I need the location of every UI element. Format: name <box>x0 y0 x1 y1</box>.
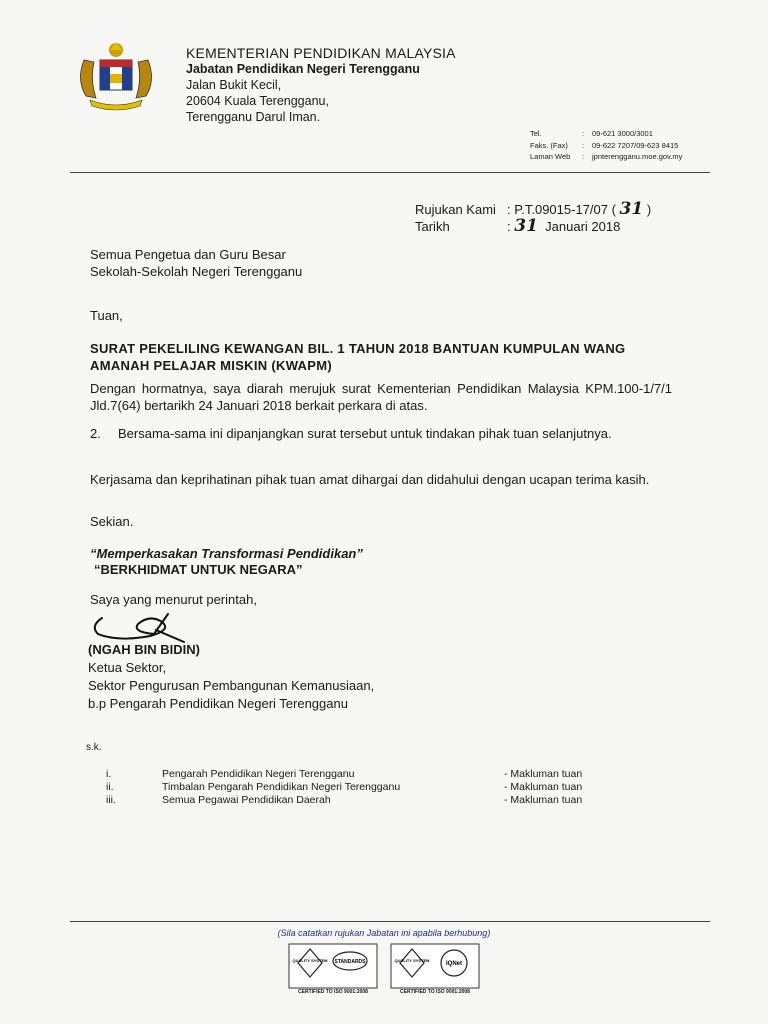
motto-line-1: “Memperkasakan Transformasi Pendidikan” <box>90 546 363 561</box>
cc-item <box>100 794 614 807</box>
reference-sep: : <box>507 202 511 217</box>
contact-value: 09-622 7207/09-623 8415 <box>592 140 679 150</box>
org-name: KEMENTERIAN PENDIDIKAN MALAYSIA <box>186 45 456 61</box>
iso-certification-logo <box>288 943 378 995</box>
contact-row-tel <box>530 128 682 140</box>
closing-saya: Saya yang menurut perintah, <box>90 592 257 607</box>
footer-divider <box>70 921 710 922</box>
cc-name: Semua Pegawai Pendidikan Daerah <box>162 794 331 806</box>
paragraph-number: 2. <box>90 426 101 441</box>
contact-block <box>530 128 682 163</box>
signatory-name: (NGAH BIN BIDIN) <box>88 642 200 657</box>
cc-item <box>100 768 614 781</box>
signatory-title-block <box>88 659 374 713</box>
cc-num: iii. <box>106 794 116 806</box>
contact-label: Laman Web <box>530 152 571 161</box>
contact-sep: : <box>582 152 585 161</box>
recipient-line: Sekolah-Sekolah Negeri Terengganu <box>90 264 303 279</box>
paragraph-2 <box>90 425 672 442</box>
contact-value: jpnterengganu.moe.gov.my <box>592 152 683 161</box>
cc-item <box>100 781 614 794</box>
header-divider <box>70 172 710 173</box>
cc-note: - Makluman tuan <box>504 794 583 806</box>
cert-label: CERTIFIED TO ISO 9001:2008 <box>400 989 470 995</box>
contact-label: Faks. (Fax) <box>530 140 568 150</box>
contact-label: Tel. <box>530 129 542 138</box>
cc-name: Pengarah Pendidikan Negeri Terengganu <box>162 768 355 780</box>
date-value: Januari 2018 <box>545 219 621 234</box>
address-line: Jalan Bukit Kecil, <box>186 78 282 92</box>
iqnet-certification-logo <box>390 943 480 995</box>
closing-sekian: Sekian. <box>90 514 134 529</box>
cc-label: s.k. <box>86 742 102 753</box>
dept-name: Jabatan Pendidikan Negeri Terengganu <box>186 62 420 76</box>
cc-note: - Makluman tuan <box>504 768 583 780</box>
recipient-block <box>90 246 302 280</box>
date-row <box>415 218 651 235</box>
address-line: 20604 Kuala Terengganu, <box>186 94 329 108</box>
contact-sep: : <box>582 140 585 150</box>
date-handwritten: 31 <box>514 216 538 236</box>
address-line: Terengganu Darul Iman. <box>186 110 321 124</box>
cert-logo-text: QUALITY SYSTEM <box>394 958 430 963</box>
cert-badge-text: STANDARDS <box>334 959 366 965</box>
cert-badge-text: IQNet <box>445 961 463 967</box>
contact-sep: : <box>582 129 585 138</box>
subject-heading: SURAT PEKELILING KEWANGAN BIL. 1 TAHUN 2018 BANTUAN KUMPULAN WANG AMANAH PELAJAR MISKIN (KWAPM) <box>90 341 626 373</box>
cert-logo-text: QUALITY SYSTEM <box>292 958 328 963</box>
reference-block <box>415 201 651 235</box>
reference-close: ) <box>646 202 652 217</box>
paragraph-1: Dengan hormatnya, saya diarah merujuk surat Kementerian Pendidikan Malaysia KPM.100-1/7/1 Jld.7(64) bertarikh 24 Januari 2018 berkait perkara di atas. <box>90 381 672 413</box>
contact-value: 09-621 3000/3001 <box>592 129 653 138</box>
contact-row-fax <box>530 140 682 152</box>
cc-num: i. <box>106 768 112 780</box>
cc-num: ii. <box>106 781 114 793</box>
reference-value: P.T.09015-17/07 ( <box>514 202 616 217</box>
cc-name: Timbalan Pengarah Pendidikan Negeri Terengganu <box>162 781 401 793</box>
coat-of-arms-icon <box>70 40 162 112</box>
signatory-title-line: Sektor Pengurusan Pembangunan Kemanusiaan, <box>88 678 375 693</box>
footer-note: (Sila catatkan rujukan Jabatan ini apabila berhubung) <box>277 928 491 938</box>
salutation: Tuan, <box>90 308 123 323</box>
cert-label: CERTIFIED TO ISO 9001:2008 <box>298 989 368 995</box>
signatory-title-line: b.p Pengarah Pendidikan Negeri Terengganu <box>88 696 348 711</box>
paragraph-3: Kerjasama dan keprihatinan pihak tuan amat dihargai dan didahului dengan ucapan terima kasih. <box>90 472 650 487</box>
recipient-line: Semua Pengetua dan Guru Besar <box>90 247 286 262</box>
paragraph-2-text: Bersama-sama ini dipanjangkan surat tersebut untuk tindakan pihak tuan selanjutnya. <box>118 426 612 441</box>
cc-note: - Makluman tuan <box>504 781 583 793</box>
signatory-title-line: Ketua Sektor, <box>88 660 167 675</box>
date-label: Tarikh <box>415 219 450 234</box>
motto-line-2: “BERKHIDMAT UNTUK NEGARA” <box>94 562 303 577</box>
date-sep: : <box>507 219 511 234</box>
contact-row-web <box>530 151 682 163</box>
reference-handwritten: 31 <box>619 199 644 219</box>
reference-label: Rujukan Kami <box>415 202 496 217</box>
cc-list <box>100 768 614 807</box>
